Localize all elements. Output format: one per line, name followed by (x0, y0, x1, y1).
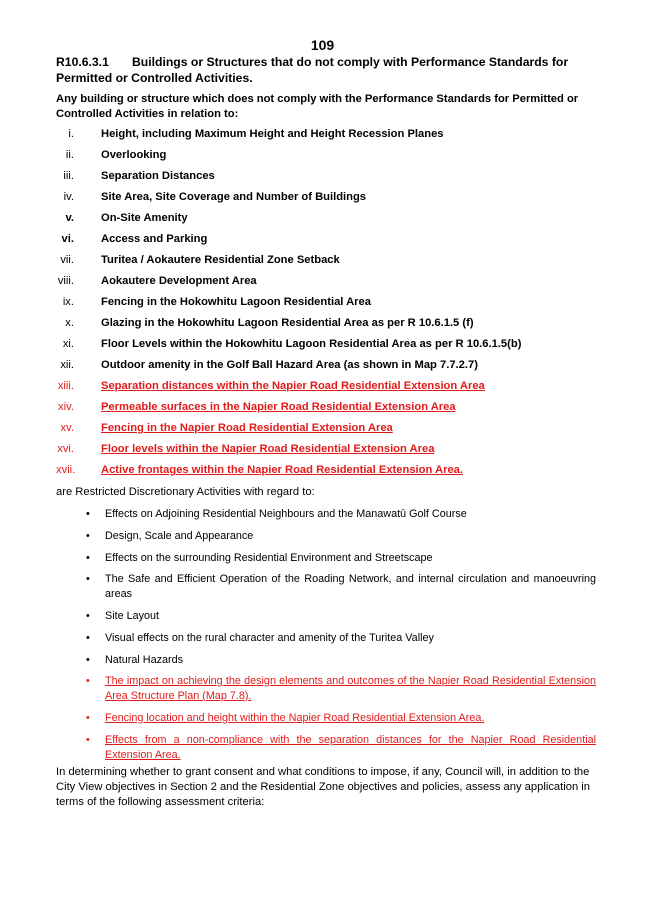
list-item (56, 232, 601, 253)
list-text: Separation distances within the Napier Road Residential Extension Area (101, 380, 485, 392)
list-item (56, 211, 601, 232)
bullet-icon: • (86, 573, 90, 585)
list-text: Height, including Maximum Height and Height Recession Planes (101, 128, 444, 140)
bullet-text: Effects on the surrounding Residential Environment and Streetscape (105, 552, 433, 564)
closing-paragraph: In determining whether to grant consent and what conditions to impose, if any, Council will, in addition to the City View objectives in Section 2 and the Residential Zone objectives and policies, assess any application in terms of the following assessment criteria: (56, 766, 590, 808)
list-number: xii. (60, 359, 74, 371)
rule-heading (56, 54, 601, 86)
bullet-text: Natural Hazards (105, 654, 184, 666)
list-number: i. (68, 128, 74, 140)
list-number: xvii. (56, 464, 76, 476)
list-text: Fencing in the Napier Road Residential Extension Area (101, 422, 393, 434)
bullet-icon: • (86, 712, 90, 724)
list-text: Access and Parking (101, 233, 208, 245)
performance-standards-list (56, 127, 601, 484)
list-text: Aokautere Development Area (101, 275, 257, 287)
list-number: x. (65, 317, 74, 329)
list-item-amendment (56, 463, 601, 484)
list-number: vi. (61, 233, 74, 245)
list-text: Site Area, Site Coverage and Number of Buildings (101, 191, 367, 203)
list-number: viii. (57, 275, 74, 287)
list-item (56, 274, 601, 295)
list-item (56, 253, 601, 274)
bullet-text: Visual effects on the rural character and amenity of the Turitea Valley (105, 632, 434, 644)
list-number: xiv. (58, 401, 74, 413)
bullet-icon: • (86, 632, 90, 644)
bullet-text: Site Layout (105, 610, 160, 622)
bullet-icon: • (86, 530, 90, 542)
bullet-text: The impact on achieving the design elements and outcomes of the Napier Road Residential Extension Area Structure Plan (Map 7.8). (105, 675, 596, 702)
matters-list (56, 507, 596, 770)
list-text: Separation Distances (101, 170, 215, 182)
bullet-icon: • (86, 610, 90, 622)
list-text: On-Site Amenity (101, 212, 188, 224)
list-number: ii. (65, 149, 74, 161)
bullet-item-amendment (56, 711, 596, 733)
bullet-item (56, 507, 596, 529)
list-item (56, 127, 601, 148)
list-text: Turitea / Aokautere Residential Zone Setback (101, 254, 340, 266)
list-number: ix. (62, 296, 74, 308)
list-number: xvi. (57, 443, 74, 455)
list-text: Floor levels within the Napier Road Residential Extension Area (101, 443, 435, 455)
list-text: Fencing in the Hokowhitu Lagoon Residential Area (101, 296, 371, 308)
list-number: v. (65, 212, 74, 224)
rule-number: R10.6.3.1 (56, 55, 109, 69)
list-number: vii. (60, 254, 74, 266)
list-text: Active frontages within the Napier Road Residential Extension Area. (101, 464, 464, 476)
list-text: Glazing in the Hokowhitu Lagoon Residential Area as per R 10.6.1.5 (f) (101, 317, 474, 329)
list-number: iii. (63, 170, 74, 182)
bullet-item (56, 609, 596, 631)
list-item-amendment (56, 400, 601, 421)
bullet-item (56, 572, 596, 609)
list-text: Permeable surfaces in the Napier Road Residential Extension Area (101, 401, 456, 413)
list-item-amendment (56, 421, 601, 442)
list-text: Floor Levels within the Hokowhitu Lagoon Residential Area as per R 10.6.1.5(b) (101, 338, 522, 350)
list-item-amendment (56, 442, 601, 463)
list-item-amendment (56, 379, 601, 400)
list-number: xiii. (57, 380, 74, 392)
bullet-item-amendment (56, 674, 596, 711)
list-item (56, 295, 601, 316)
intro-paragraph: Any building or structure which does not comply with the Performance Standards for Permitted or Controlled Activities in relation to: (56, 93, 579, 120)
list-text: Overlooking (101, 149, 167, 161)
bullet-text: Fencing location and height within the Napier Road Residential Extension Area. (105, 712, 485, 724)
bullet-text: Effects on Adjoining Residential Neighbours and the Manawatū Golf Course (105, 508, 467, 520)
bullet-icon: • (86, 552, 90, 564)
page-number: 109 (310, 37, 335, 53)
restricted-discretionary-statement: are Restricted Discretionary Activities with regard to: (56, 486, 315, 498)
list-text: Outdoor amenity in the Golf Ball Hazard Area (as shown in Map 7.7.2.7) (101, 359, 478, 371)
list-item (56, 169, 601, 190)
bullet-item (56, 529, 596, 551)
bullet-icon: • (86, 734, 90, 746)
bullet-icon: • (86, 654, 90, 666)
list-item (56, 190, 601, 211)
list-item (56, 358, 601, 379)
list-number: xi. (62, 338, 74, 350)
bullet-text: The Safe and Efficient Operation of the Roading Network, and internal circulation and manoeuvring areas (105, 573, 596, 600)
list-item (56, 148, 601, 169)
bullet-item (56, 551, 596, 572)
bullet-item (56, 653, 596, 674)
bullet-icon: • (86, 675, 90, 687)
bullet-icon: • (86, 508, 90, 520)
rule-title: Buildings or Structures that do not comply with Performance Standards for Permitted or Controlled Activities. (56, 55, 569, 85)
bullet-text: Design, Scale and Appearance (105, 530, 254, 542)
bullet-item (56, 631, 596, 653)
list-item (56, 337, 601, 358)
list-number: iv. (63, 191, 74, 203)
bullet-text: Effects from a non-compliance with the separation distances for the Napier Road Residential Extension Area. (105, 734, 596, 761)
list-item (56, 316, 601, 337)
list-number: xv. (60, 422, 74, 434)
